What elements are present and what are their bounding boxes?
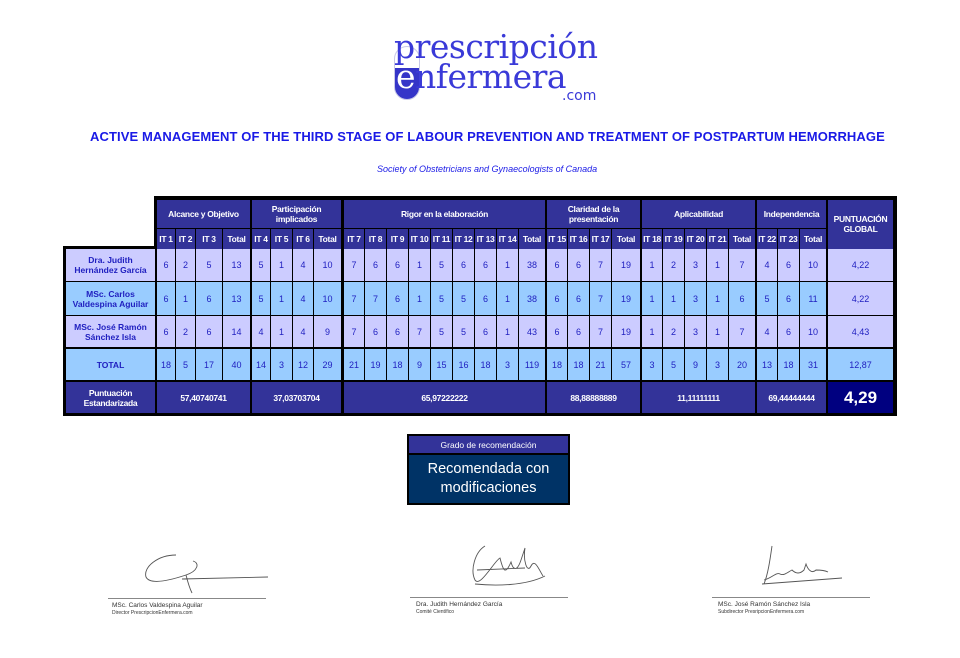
score-cell: 11: [800, 282, 826, 315]
score-cell: 6: [778, 249, 799, 281]
score-cell: 7: [365, 282, 386, 315]
total-cell: 18: [778, 349, 799, 380]
score-cell: 7: [344, 316, 364, 347]
score-cell: 6: [547, 316, 567, 347]
score-cell: 1: [642, 316, 662, 347]
global-score: 4,22: [828, 282, 893, 315]
score-cell: 4: [293, 316, 313, 347]
standardized-score: 37,03703704: [252, 382, 341, 413]
score-cell: 3: [685, 316, 706, 347]
total-cell: 40: [223, 349, 250, 380]
total-cell: 5: [663, 349, 684, 380]
signature-2-icon: [455, 540, 565, 595]
score-cell: 6: [778, 316, 799, 347]
score-cell: 1: [409, 249, 430, 281]
signature-3-icon: [742, 540, 852, 595]
recommendation-value: Recomendada con modificaciones: [409, 455, 568, 503]
item-header: Total: [612, 229, 640, 249]
recommendation-header: Grado de recomendación: [409, 436, 568, 453]
score-cell: 6: [157, 282, 175, 315]
signature-line: [108, 598, 266, 599]
score-cell: 1: [497, 316, 518, 347]
score-cell: 2: [663, 316, 684, 347]
item-header: IT 14: [497, 229, 518, 249]
item-header: Total: [223, 229, 250, 249]
score-cell: 1: [176, 282, 195, 315]
score-cell: 5: [431, 282, 452, 315]
total-cell: 9: [685, 349, 706, 380]
score-cell: 13: [223, 282, 250, 315]
group-header: Alcance y Objetivo: [157, 200, 250, 228]
document-title: ACTIVE MANAGEMENT OF THE THIRD STAGE OF LABOUR PREVENTION AND TREATMENT OF POSTPARTUM HEMORRHAGE: [90, 129, 885, 144]
score-cell: 19: [612, 249, 640, 281]
global-score-header: PUNTUACIÓN GLOBAL: [828, 200, 893, 249]
standardized-score: 11,11111111: [642, 382, 755, 413]
score-cell: 2: [663, 249, 684, 281]
group-header: Claridad de la presentación: [547, 200, 640, 228]
total-cell: 57: [612, 349, 640, 380]
signature-role: Comité Científico: [416, 609, 455, 615]
score-cell: 1: [707, 282, 728, 315]
logo-line2: enfermera: [396, 57, 567, 96]
score-cell: 5: [196, 249, 222, 281]
item-header: Total: [519, 229, 545, 249]
score-cell: 6: [387, 249, 408, 281]
item-header: IT 5: [271, 229, 292, 249]
score-cell: 7: [590, 282, 611, 315]
total-cell: 5: [176, 349, 195, 380]
score-cell: 7: [729, 249, 755, 281]
total-cell: 18: [157, 349, 175, 380]
item-header: Total: [800, 229, 826, 249]
score-cell: 6: [157, 316, 175, 347]
item-header: IT 16: [568, 229, 589, 249]
total-cell: 31: [800, 349, 826, 380]
total-cell: 20: [729, 349, 755, 380]
score-cell: 5: [453, 316, 474, 347]
score-cell: 6: [387, 316, 408, 347]
item-header: IT 15: [547, 229, 567, 249]
score-cell: 4: [757, 249, 777, 281]
total-cell: 18: [387, 349, 408, 380]
score-cell: 7: [344, 249, 364, 281]
total-cell: 13: [757, 349, 777, 380]
score-cell: 10: [314, 249, 341, 281]
item-header: IT 22: [757, 229, 777, 249]
item-header: Total: [314, 229, 341, 249]
score-cell: 7: [590, 249, 611, 281]
score-cell: 19: [612, 282, 640, 315]
total-cell: 21: [590, 349, 611, 380]
total-cell: 119: [519, 349, 545, 380]
score-cell: 1: [271, 316, 292, 347]
score-cell: 4: [252, 316, 270, 347]
group-header: Aplicabilidad: [642, 200, 755, 228]
total-cell: 21: [344, 349, 364, 380]
item-header: IT 8: [365, 229, 386, 249]
total-cell: 17: [196, 349, 222, 380]
standardized-score: 69,44444444: [757, 382, 826, 413]
score-cell: 10: [800, 316, 826, 347]
score-cell: 4: [757, 316, 777, 347]
logo-domain: .com: [562, 88, 597, 104]
score-cell: 2: [176, 316, 195, 347]
total-cell: 3: [642, 349, 662, 380]
total-cell: 15: [431, 349, 452, 380]
standardized-score: 65,97222222: [344, 382, 545, 413]
evaluator-name: MSc. José Ramón Sánchez Isla: [66, 316, 155, 347]
score-cell: 6: [475, 282, 496, 315]
item-header: IT 11: [431, 229, 452, 249]
score-cell: 1: [642, 282, 662, 315]
item-header: IT 7: [344, 229, 364, 249]
evaluator-name: Dra. Judith Hernández García: [66, 249, 155, 281]
total-cell: 12: [293, 349, 313, 380]
score-cell: 6: [547, 282, 567, 315]
global-score: 4,43: [828, 316, 893, 347]
score-cell: 7: [590, 316, 611, 347]
score-cell: 5: [252, 249, 270, 281]
score-cell: 6: [568, 249, 589, 281]
global-standardized-score: 4,29: [828, 382, 893, 413]
score-cell: 38: [519, 282, 545, 315]
score-cell: 3: [685, 249, 706, 281]
signature-line: [712, 597, 870, 598]
score-cell: 1: [497, 282, 518, 315]
score-cell: 7: [729, 316, 755, 347]
item-header: IT 21: [707, 229, 728, 249]
signature-role: Director PrescripcionEnfermera.com: [112, 610, 193, 616]
total-cell: 19: [365, 349, 386, 380]
document-subtitle: Society of Obstetricians and Gynaecologists of Canada: [377, 164, 598, 174]
score-cell: 7: [409, 316, 430, 347]
score-cell: 6: [157, 249, 175, 281]
score-cell: 6: [729, 282, 755, 315]
item-header: IT 13: [475, 229, 496, 249]
signature-1-icon: [138, 545, 278, 600]
score-cell: 5: [453, 282, 474, 315]
global-score: 4,22: [828, 249, 893, 281]
global-total: 12,87: [828, 349, 893, 380]
score-cell: 9: [314, 316, 341, 347]
total-cell: 3: [271, 349, 292, 380]
signature-name: MSc. Carlos Valdespina Aguilar: [112, 602, 203, 609]
group-header: Independencia: [757, 200, 826, 228]
signature-role: Subdirector PresripcionEnfermera.com: [718, 609, 805, 615]
score-cell: 6: [778, 282, 799, 315]
score-cell: 38: [519, 249, 545, 281]
score-cell: 6: [387, 282, 408, 315]
score-cell: 6: [196, 282, 222, 315]
score-cell: 1: [707, 249, 728, 281]
logo: [390, 27, 615, 105]
score-cell: 7: [344, 282, 364, 315]
score-cell: 10: [800, 249, 826, 281]
signature-name: MSc. José Ramón Sánchez Isla: [718, 601, 811, 608]
item-header: IT 3: [196, 229, 222, 249]
logo-line1: prescripción: [394, 27, 598, 66]
total-cell: 14: [252, 349, 270, 380]
signature-line: [410, 597, 568, 598]
group-header: Rigor en la elaboración: [344, 200, 545, 228]
score-cell: 1: [497, 249, 518, 281]
item-header: IT 10: [409, 229, 430, 249]
score-cell: 10: [314, 282, 341, 315]
score-cell: 6: [568, 282, 589, 315]
total-cell: 18: [568, 349, 589, 380]
score-cell: 4: [293, 249, 313, 281]
item-header: IT 23: [778, 229, 799, 249]
score-cell: 43: [519, 316, 545, 347]
standardized-label: Puntuación Estandarizada: [66, 382, 155, 413]
total-cell: 3: [497, 349, 518, 380]
score-cell: 1: [271, 282, 292, 315]
item-header: Total: [729, 229, 755, 249]
signature-name: Dra. Judith Hernández García: [416, 601, 503, 608]
signature-block-2: [410, 540, 570, 620]
score-cell: 5: [757, 282, 777, 315]
score-cell: 6: [453, 249, 474, 281]
score-cell: 6: [475, 249, 496, 281]
score-cell: 2: [176, 249, 195, 281]
score-cell: 1: [663, 282, 684, 315]
score-cell: 1: [409, 282, 430, 315]
score-cell: 6: [365, 316, 386, 347]
recommendation-box: [407, 434, 570, 505]
score-cell: 6: [196, 316, 222, 347]
standardized-score: 57,40740741: [157, 382, 250, 413]
score-cell: 5: [252, 282, 270, 315]
total-cell: 29: [314, 349, 341, 380]
score-cell: 19: [612, 316, 640, 347]
total-cell: 18: [475, 349, 496, 380]
score-cell: 13: [223, 249, 250, 281]
total-cell: 3: [707, 349, 728, 380]
score-cell: 14: [223, 316, 250, 347]
score-cell: 4: [293, 282, 313, 315]
score-cell: 6: [365, 249, 386, 281]
score-cell: 5: [431, 316, 452, 347]
item-header: IT 4: [252, 229, 270, 249]
item-header: IT 6: [293, 229, 313, 249]
signature-block-3: [712, 540, 872, 620]
item-header: IT 18: [642, 229, 662, 249]
item-header: IT 12: [453, 229, 474, 249]
score-cell: 3: [685, 282, 706, 315]
score-cell: 1: [707, 316, 728, 347]
score-cell: 6: [547, 249, 567, 281]
total-label: TOTAL: [66, 349, 155, 380]
evaluator-name: MSc. Carlos Valdespina Aguilar: [66, 282, 155, 315]
total-cell: 9: [409, 349, 430, 380]
item-header: IT 1: [157, 229, 175, 249]
score-cell: 6: [568, 316, 589, 347]
item-header: IT 19: [663, 229, 684, 249]
item-header: IT 20: [685, 229, 706, 249]
total-cell: 16: [453, 349, 474, 380]
score-cell: 1: [642, 249, 662, 281]
standardized-score: 88,88888889: [547, 382, 640, 413]
score-cell: 5: [431, 249, 452, 281]
group-header: Participación implicados: [252, 200, 341, 228]
score-cell: 6: [475, 316, 496, 347]
item-header: IT 17: [590, 229, 611, 249]
score-cell: 1: [271, 249, 292, 281]
signature-block-1: [108, 545, 268, 620]
item-header: IT 9: [387, 229, 408, 249]
item-header: IT 2: [176, 229, 195, 249]
total-cell: 18: [547, 349, 567, 380]
